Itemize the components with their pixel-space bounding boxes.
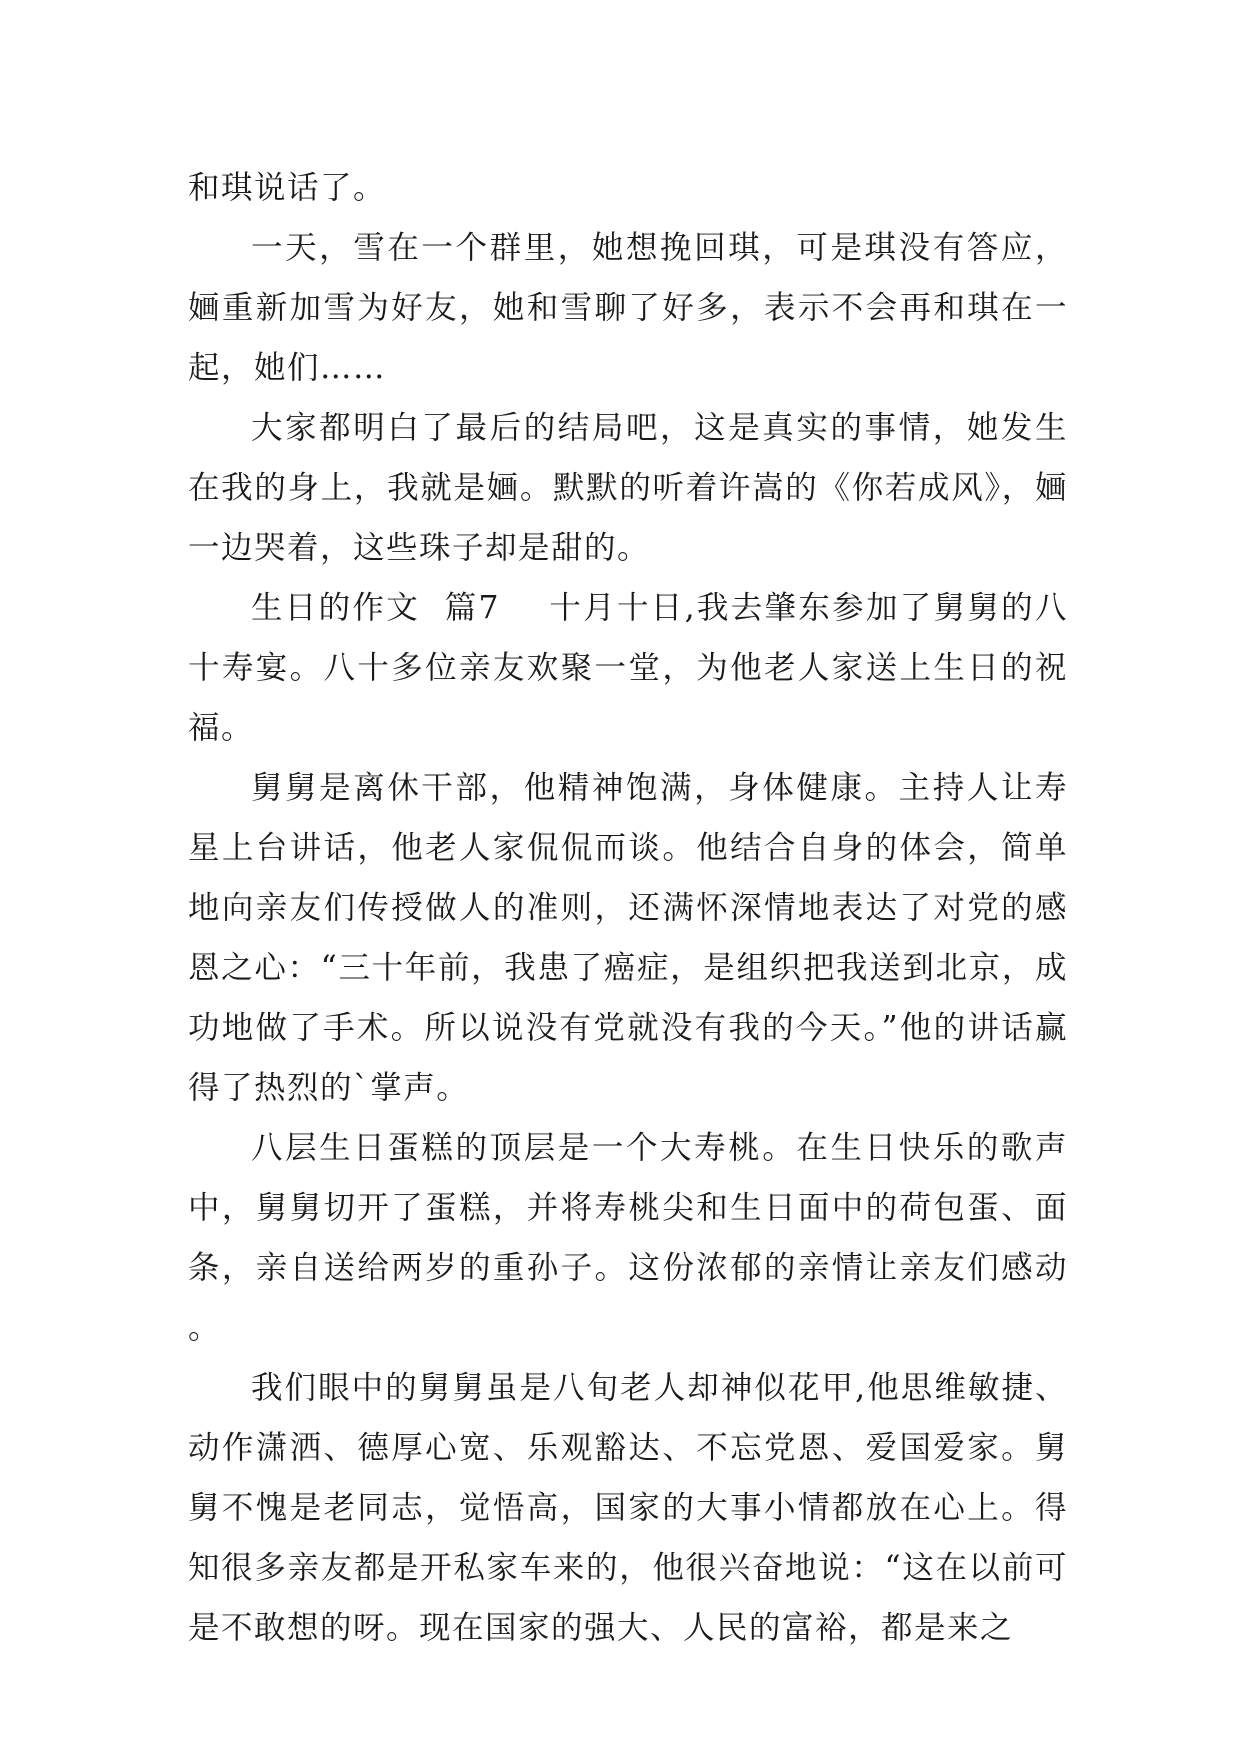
paragraph: 大家都明白了最后的结局吧，这是真实的事情，她发生在我的身上，我就是婳。默默的听着许嵩的《你若成风》，婳一边哭着，这些珠子却是甜的。 — [188, 410, 1068, 566]
paragraph: 舅舅是离休干部，他精神饱满，身体健康。主持人让寿星上台讲话，他老人家侃侃而谈。他结合自身的体会，简单地向亲友们传授做人的准则，还满怀深情地表达了对党的感恩之心：“三十年前，我患了癌症，是组织把我送到北京，成功地做了手术。所以说没有党就没有我的今天。”他的讲话赢得了热烈的`掌声。 — [188, 770, 1068, 1106]
paragraph: 八层生日蛋糕的顶层是一个大寿桃。在生日快乐的歌声中，舅舅切开了蛋糕，并将寿桃尖和生日面中的荷包蛋、面条，亲自送给两岁的重孙子。这份浓郁的亲情让亲友们感动。 — [188, 1130, 1068, 1346]
paragraph: 和琪说话了。 — [188, 170, 387, 206]
essay-text — [188, 158, 1068, 1658]
paragraph: 一天，雪在一个群里，她想挽回琪，可是琪没有答应，婳重新加雪为好友，她和雪聊了好多，表示不会再和琪在一起，她们…… — [188, 230, 1068, 386]
paragraph-essay-heading: 生日的作文 篇7 十月十日,我去肇东参加了舅舅的八十寿宴。八十多位亲友欢聚一堂，为他老人家送上生日的祝福。 — [188, 590, 1068, 746]
paragraph: 我们眼中的舅舅虽是八旬老人却神似花甲,他思维敏捷、动作潇洒、德厚心宽、乐观豁达、不忘党恩、爱国爱家。舅舅不愧是老同志，觉悟高，国家的大事小情都放在心上。得知很多亲友都是开私家车来的，他很兴奋地说：“这在以前可是不敢想的呀。现在国家的强大、人民的富裕，都是来之 — [188, 1370, 1068, 1646]
